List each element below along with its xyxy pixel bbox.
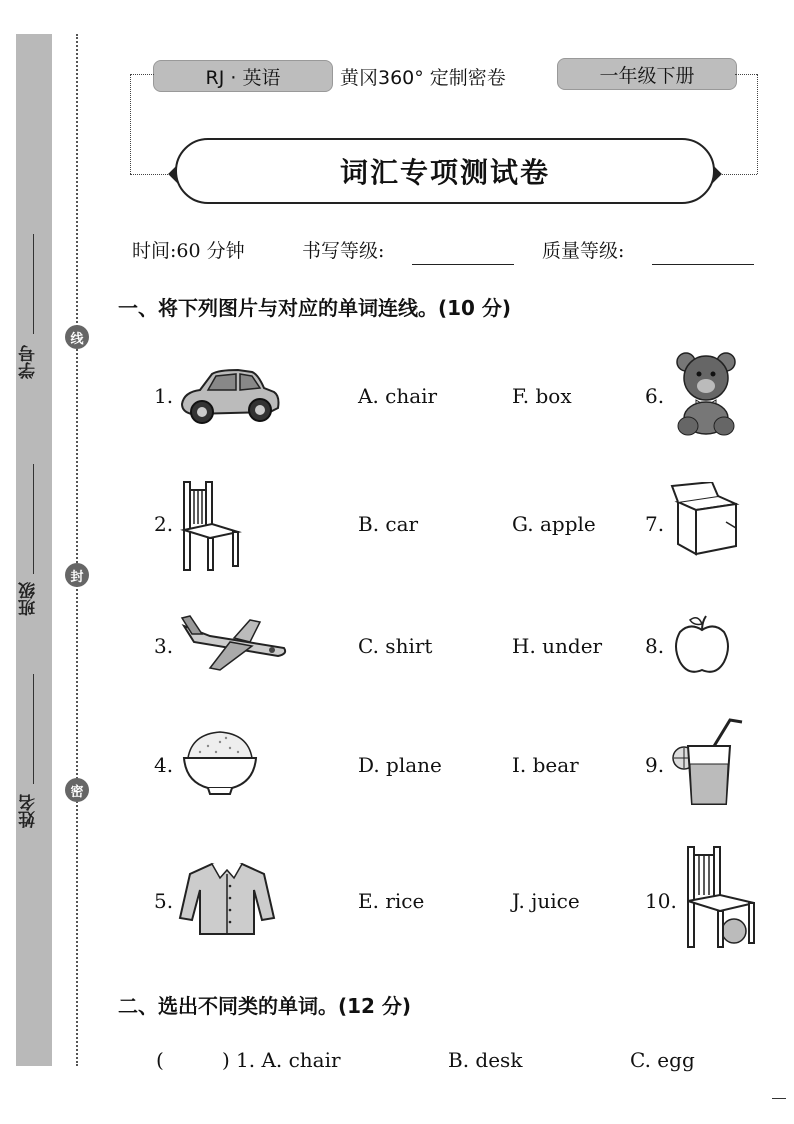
time-label: 时间:60 分钟 [132, 240, 245, 262]
cut-line [76, 34, 78, 1066]
grade-pill: 一年级下册 [557, 58, 737, 90]
page-title: 词汇专项测试卷 [175, 138, 715, 204]
word-option[interactable]: F. box [512, 384, 572, 408]
item-number: 8. [645, 634, 665, 658]
item-number: 3. [154, 634, 174, 658]
quality-grade-blank[interactable] [652, 242, 754, 265]
item-number: 2. [154, 512, 174, 536]
connector [130, 74, 154, 75]
binding-strip [16, 34, 52, 1066]
apple-image[interactable] [672, 612, 734, 678]
question-option-a: 1. A. chair [236, 1048, 341, 1072]
rice-bowl-image[interactable] [180, 728, 260, 798]
series-title: 黄冈360° 定制密卷 [340, 67, 506, 89]
quality-grade-label: 质量等级: [542, 240, 625, 262]
connector [735, 74, 757, 75]
connector [757, 74, 758, 174]
item-number: 1. [154, 384, 174, 408]
subject-pill: RJ · 英语 [153, 60, 333, 92]
section1-heading: 一、将下列图片与对应的单词连线。(10 分) [118, 296, 512, 320]
question-option-b: B. desk [448, 1048, 523, 1072]
car-image[interactable] [178, 364, 282, 428]
seal-seal-mark: 封 [65, 563, 89, 587]
item-number: 6. [645, 384, 665, 408]
class-label: 班级 [19, 582, 39, 616]
word-option[interactable]: C. shirt [358, 634, 433, 658]
answer-paren-close: ) [222, 1048, 230, 1072]
student-no-blank [33, 234, 34, 334]
item-number: 7. [645, 512, 665, 536]
teddy-bear-image[interactable] [672, 350, 742, 438]
item-number: 4. [154, 753, 174, 777]
answer-blank[interactable] [168, 1046, 220, 1072]
word-option[interactable]: E. rice [358, 889, 425, 913]
question-option-c: C. egg [630, 1048, 695, 1072]
writing-grade-blank[interactable] [412, 242, 514, 265]
name-label: 姓名 [19, 794, 39, 828]
page-mark [772, 1098, 786, 1099]
chair-image[interactable] [180, 480, 242, 572]
writing-grade-label: 书写等级: [302, 240, 385, 262]
word-option[interactable]: I. bear [512, 753, 579, 777]
answer-paren-open: ( [156, 1048, 164, 1072]
class-blank [33, 464, 34, 574]
connector [130, 74, 131, 174]
item-number: 10. [645, 889, 677, 913]
juice-image[interactable] [672, 716, 748, 810]
section2-heading: 二、选出不同类的单词。(12 分) [118, 994, 412, 1018]
word-option[interactable]: H. under [512, 634, 603, 658]
box-image[interactable] [670, 482, 740, 558]
chair-with-ball-image[interactable] [684, 845, 760, 951]
seal-line-mark: 线 [65, 325, 89, 349]
name-blank [33, 674, 34, 784]
word-option[interactable]: J. juice [512, 889, 580, 913]
word-option[interactable]: G. apple [512, 512, 596, 536]
plane-image[interactable] [180, 612, 290, 678]
seal-secret-mark: 密 [65, 778, 89, 802]
shirt-image[interactable] [178, 860, 276, 936]
item-number: 9. [645, 753, 665, 777]
student-no-label: 学号 [19, 345, 39, 379]
word-option[interactable]: D. plane [358, 753, 442, 777]
word-option[interactable]: A. chair [358, 384, 438, 408]
word-option[interactable]: B. car [358, 512, 419, 536]
item-number: 5. [154, 889, 174, 913]
